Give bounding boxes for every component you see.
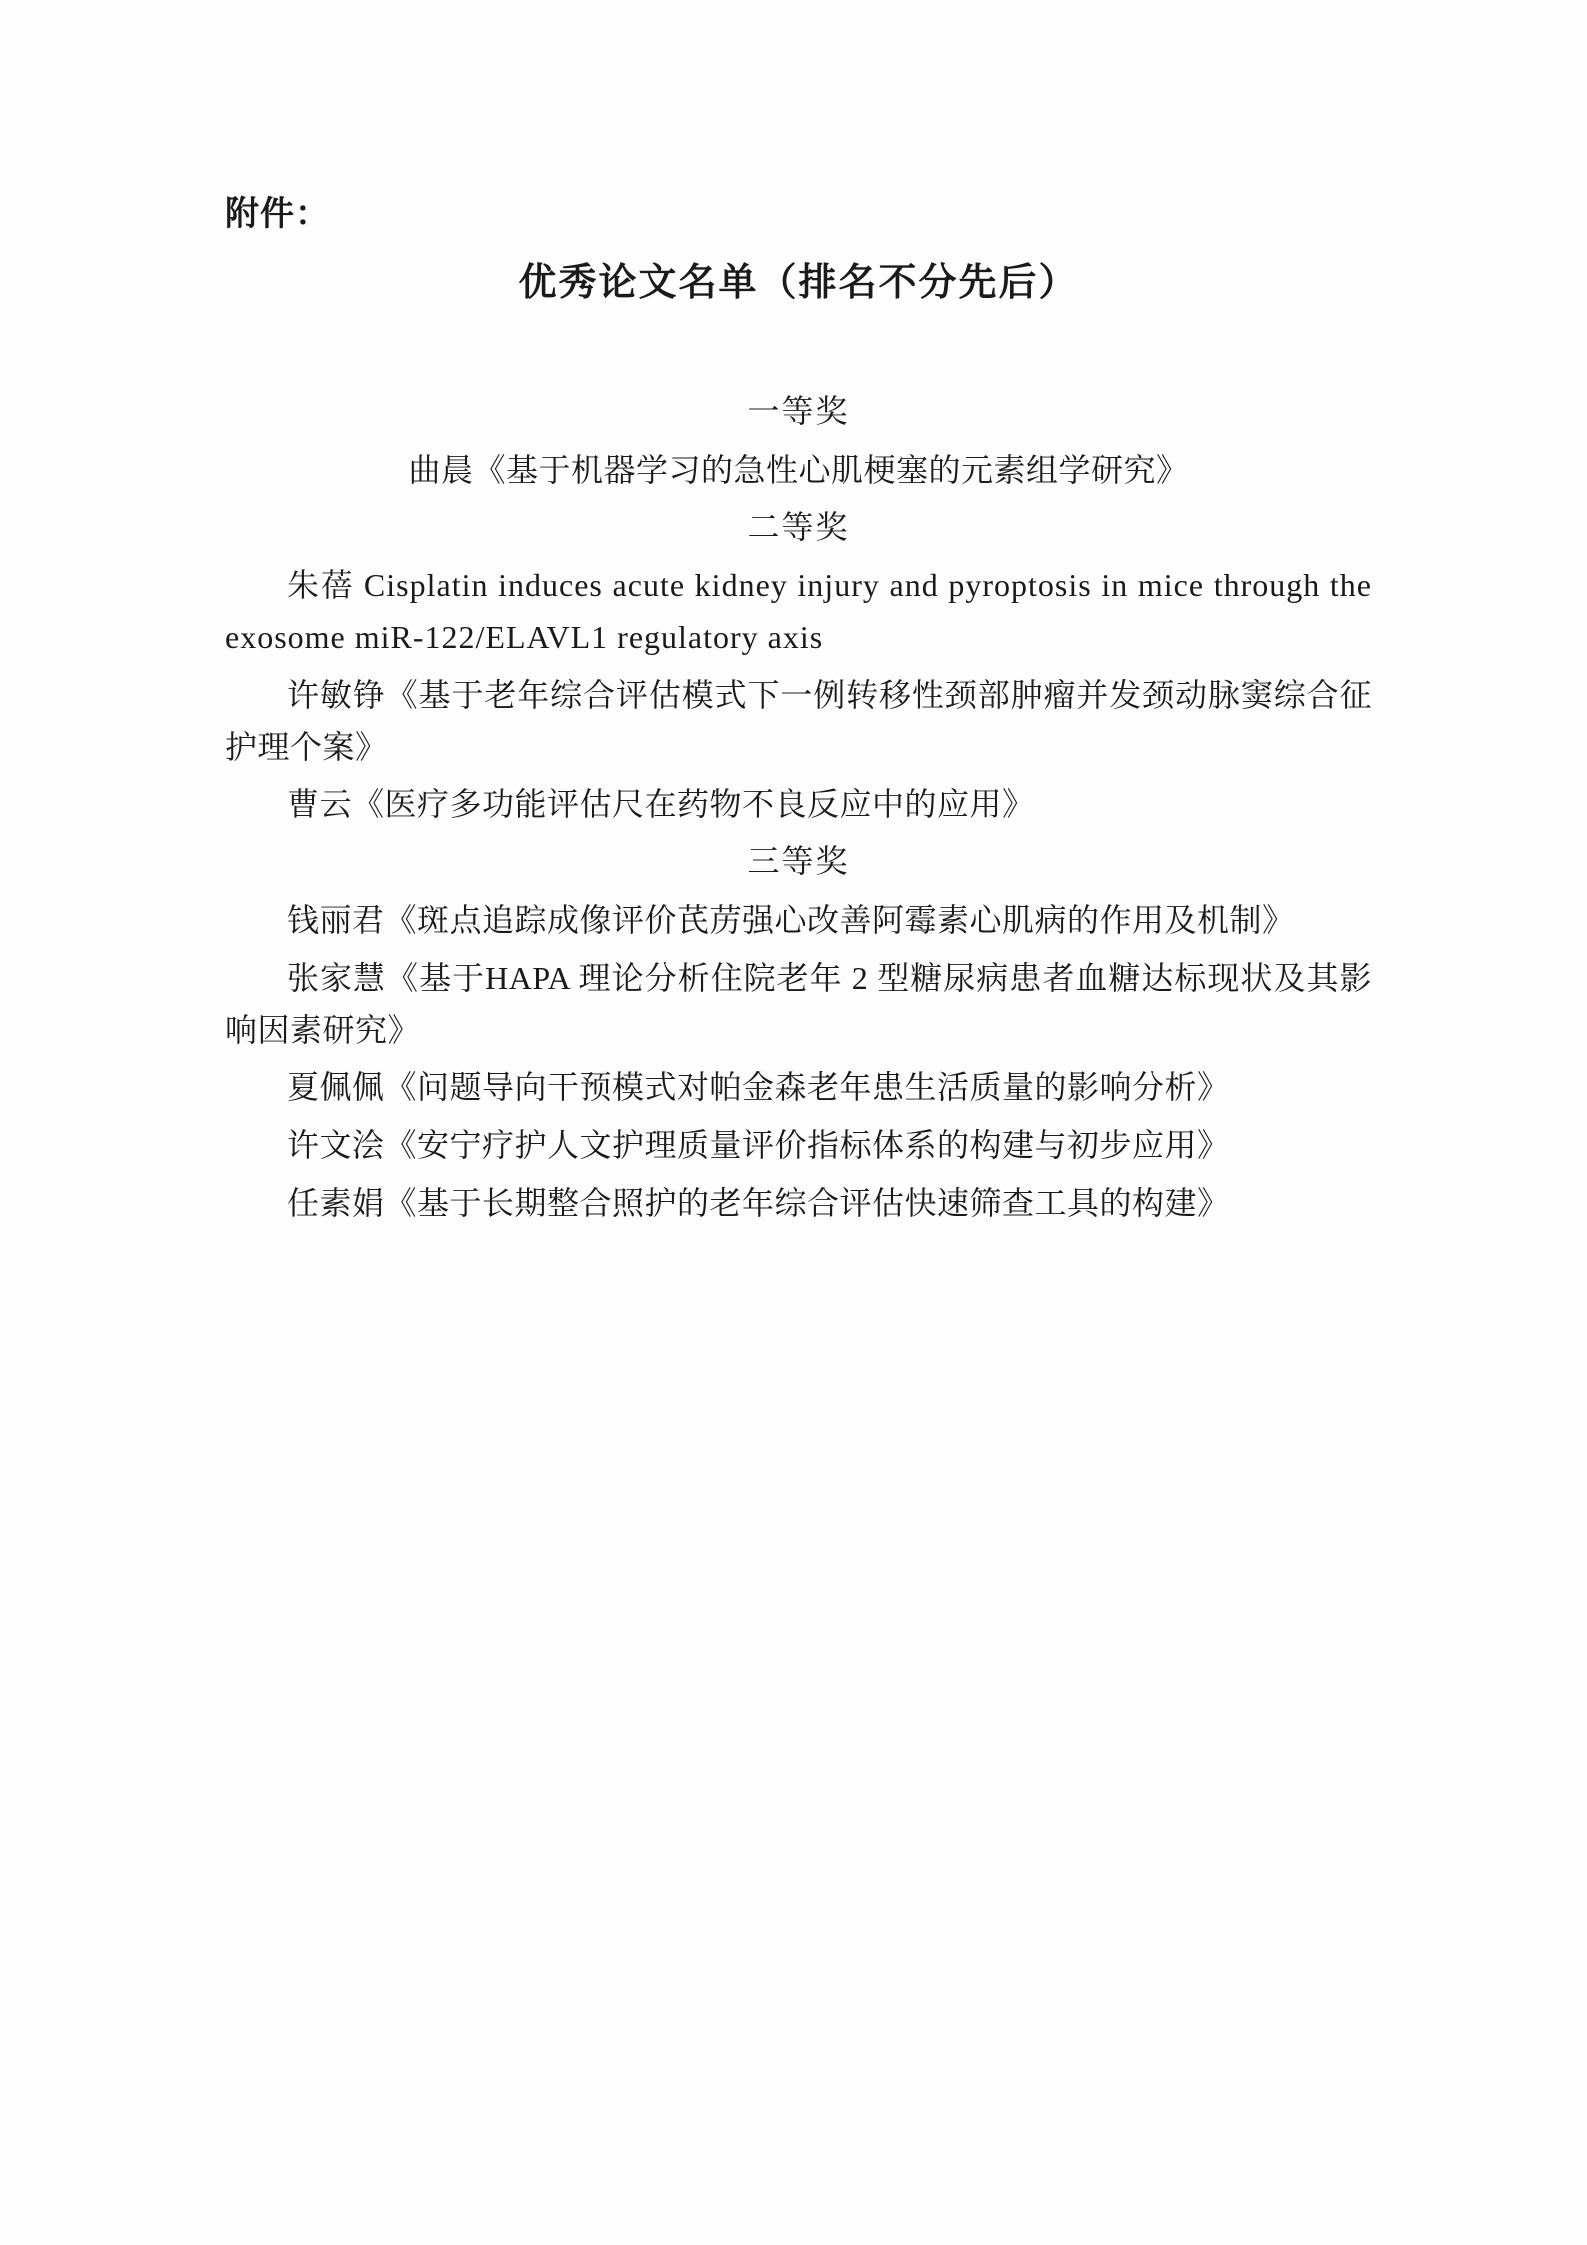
paper-entry: 夏佩佩《问题导向干预模式对帕金森老年患生活质量的影响分析》 — [287, 1069, 1230, 1106]
award-heading-first: 一等奖 — [747, 393, 850, 430]
paper-entry: 许文浍《安宁疗护人文护理质量评价指标体系的构建与初步应用》 — [287, 1127, 1230, 1164]
paper-entry: 钱丽君《斑点追踪成像评价芪苈强心改善阿霉素心肌病的作用及机制》 — [287, 901, 1295, 938]
paper-entry: 任素娟《基于长期整合照护的老年综合评估快速筛查工具的构建》 — [287, 1184, 1230, 1221]
paper-entry: 朱蓓 Cisplatin induces acute kidney injury and pyroptosis in mice through the exosome miR-122/ELAVL1 regulatory axis — [225, 567, 1372, 655]
paper-entry: 张家慧《基于HAPA 理论分析住院老年 2 型糖尿病患者血糖达标现状及其影响因素研究》 — [225, 959, 1372, 1048]
page-title: 优秀论文名单（排名不分先后） — [518, 261, 1079, 304]
award-heading-third: 三等奖 — [747, 843, 850, 880]
paper-entry: 曹云《医疗多功能评估尺在药物不良反应中的应用》 — [287, 786, 1035, 823]
attachment-label: 附件： — [225, 196, 330, 233]
paper-entry: 许敏铮《基于老年综合评估模式下一例转移性颈部肿瘤并发颈动脉窦综合征护理个案》 — [225, 676, 1372, 765]
award-heading-second: 二等奖 — [747, 508, 850, 545]
paper-entry: 曲晨《基于机器学习的急性心肌梗塞的元素组学研究》 — [408, 451, 1189, 488]
